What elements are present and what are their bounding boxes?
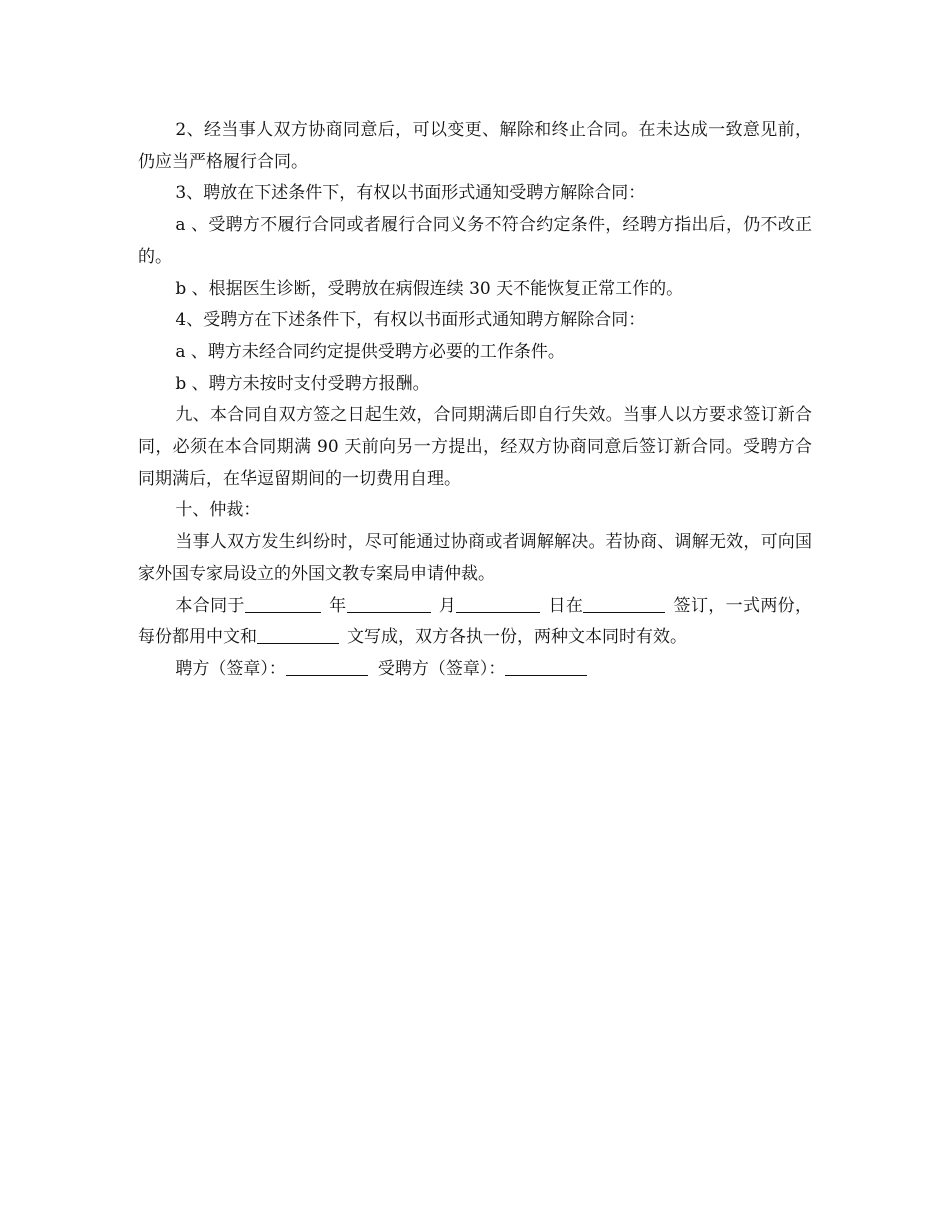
place-blank-line — [583, 594, 665, 613]
day-blank-line — [456, 594, 540, 613]
paragraph-condition-a-working-conditions: a 、聘方未经合同约定提供受聘方必要的工作条件。 — [175, 341, 565, 362]
year-blank-line — [245, 594, 321, 613]
signing-signed-text: 签订，一式两份，每份都用中文和 — [138, 595, 813, 648]
paragraph-termination-agreement: 2、经当事人双方协商同意后，可以变更、解除和终止合同。在未达成一致意见前，仍应当严格履行合同。 — [138, 120, 812, 172]
language-blank-line — [257, 625, 339, 644]
month-blank-line — [347, 594, 431, 613]
paragraph-clause-ten-heading: 十、仲裁： — [175, 500, 261, 521]
signing-year-label: 年 — [328, 595, 347, 616]
paragraph-clause-nine-effectiveness: 九、本合同自双方签之日起生效，合同期满后即自行失效。当事人以方要求签订新合同，必须在本合同期满 90 天前向另一方提出，经双方协商同意后签订新合同。受聘方合同期满后，在华逗留期间的一切费用自理。 — [138, 405, 812, 489]
paragraph-condition-b-payment: b 、聘方未按时支付受聘方报酬。 — [175, 373, 430, 394]
signing-month-label: 月 — [438, 595, 457, 616]
paragraph-employee-termination-right: 4、受聘方在下述条件下，有权以书面形式通知聘方解除合同： — [175, 310, 646, 331]
paragraph-condition-a-employee-breach: a 、受聘方不履行合同或者履行合同义务不符合约定条件，经聘方指出后，仍不改正的。 — [138, 215, 812, 267]
contract-body — [138, 115, 812, 686]
signing-day-label: 日在 — [548, 595, 584, 616]
paragraph-arbitration: 当事人双方发生纠纷时，尽可能通过协商或者调解解决。若协商、调解无效，可向国家外国专家局设立的外国文教专案局申请仲裁。 — [138, 532, 812, 584]
paragraph-condition-b-sick-leave: b 、根据医生诊断，受聘放在病假连续 30 天不能恢复正常工作的。 — [175, 278, 684, 299]
employee-signature-label: 受聘方（签章）： — [377, 658, 506, 679]
signing-suffix: 文写成，双方各执一份，两种文本同时有效。 — [347, 627, 687, 648]
employee-signature-line — [505, 657, 587, 676]
paragraph-signing-details — [138, 591, 812, 654]
employer-signature-label: 聘方（签章）： — [175, 658, 286, 679]
employer-signature-line — [286, 657, 368, 676]
signing-prefix: 本合同于 — [175, 595, 245, 616]
paragraph-signatures — [138, 654, 812, 686]
paragraph-employer-termination-right: 3、聘放在下述条件下，有权以书面形式通知受聘方解除合同： — [175, 183, 646, 204]
